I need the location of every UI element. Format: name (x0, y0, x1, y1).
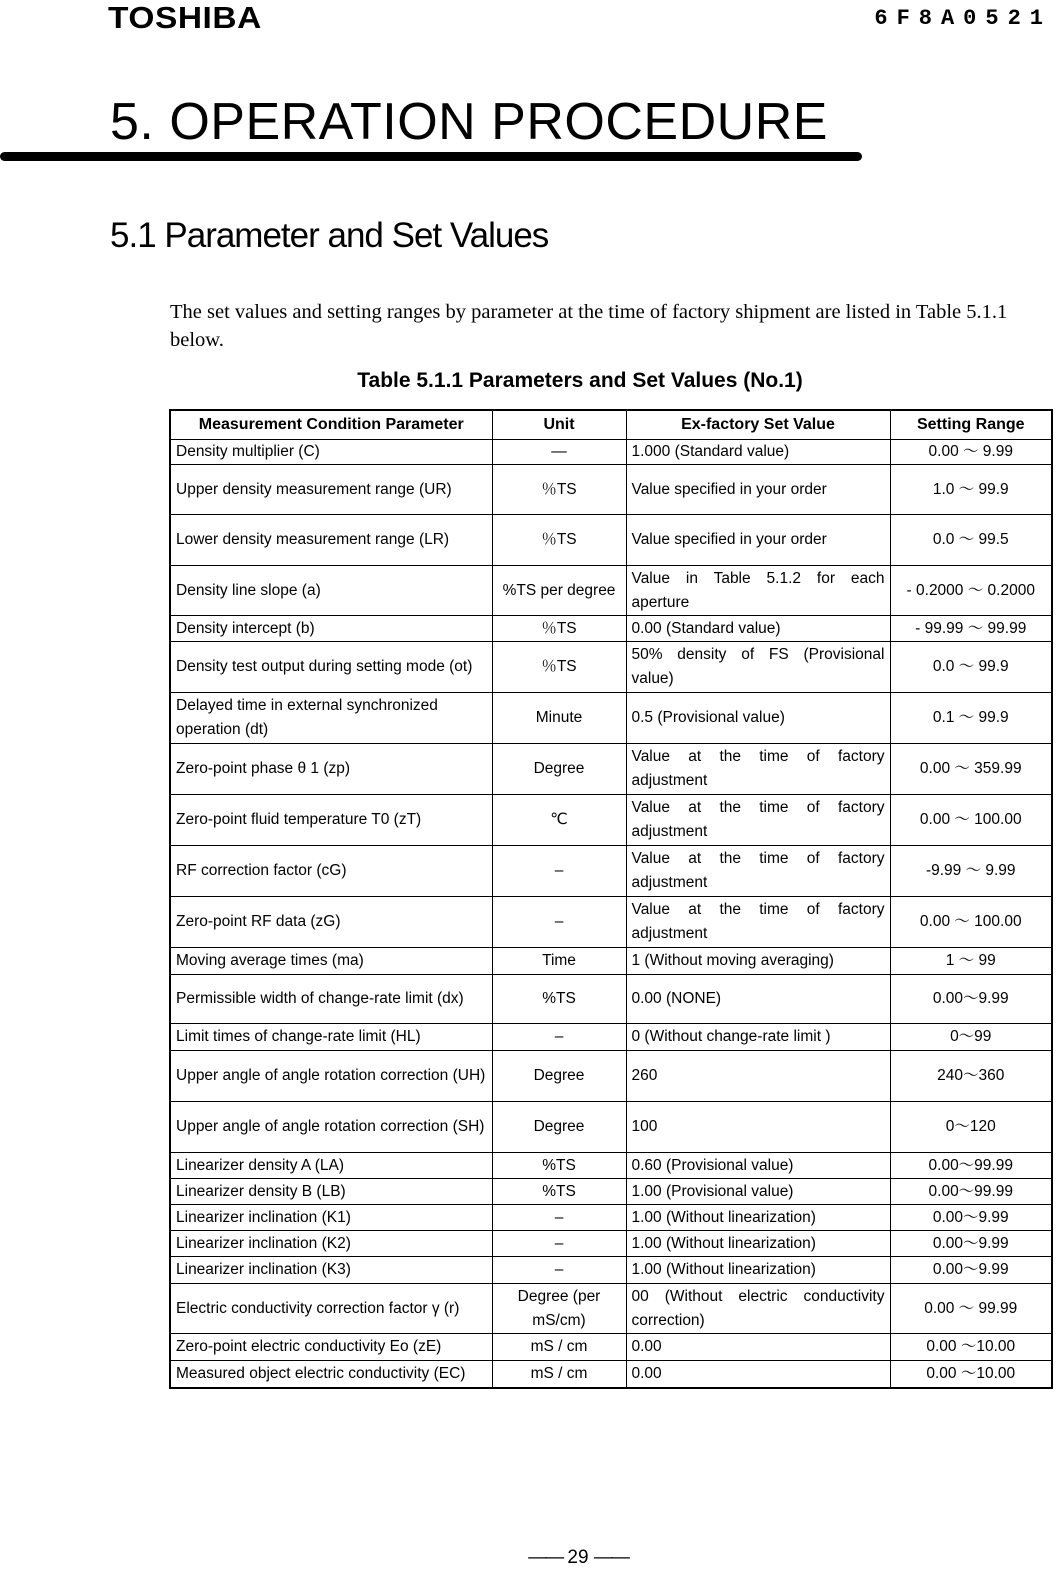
cell-value: Value specified in your order (626, 465, 890, 515)
section-title: 5.1 Parameter and Set Values (110, 216, 549, 255)
table-row (170, 846, 1052, 897)
cell-parameter: Delayed time in external synchronized operation (dt) (170, 693, 492, 744)
cell-parameter: Density intercept (b) (170, 616, 492, 642)
table-body (170, 440, 1052, 1388)
cell-parameter: Limit times of change-rate limit (HL) (170, 1024, 492, 1051)
cell-parameter: Zero-point electric conductivity Eo (zE) (170, 1334, 492, 1361)
table-row (170, 744, 1052, 795)
cell-value: 100 (626, 1102, 890, 1153)
cell-value: 0 (Without change-rate limit ) (626, 1024, 890, 1051)
chapter-underline (0, 152, 862, 161)
cell-value: 0.00 (Standard value) (626, 616, 890, 642)
column-header-parameter: Measurement Condition Parameter (170, 410, 492, 440)
cell-range: 0.0 ～ 99.9 (890, 642, 1052, 693)
cell-range: 0.00～9.99 (890, 1231, 1052, 1257)
cell-range: 240～360 (890, 1051, 1052, 1102)
cell-value: Value at the time of factory adjustment (626, 795, 890, 846)
cell-value: 0.00 (NONE) (626, 975, 890, 1024)
table-row (170, 897, 1052, 948)
cell-range: - 99.99 ～ 99.99 (890, 616, 1052, 642)
cell-value: Value at the time of factory adjustment (626, 897, 890, 948)
cell-unit: Degree (492, 1102, 626, 1153)
page-number: 29 (567, 1547, 589, 1568)
cell-value: Value specified in your order (626, 515, 890, 566)
cell-range: 0.00 ～ 9.99 (890, 440, 1052, 465)
cell-range: 1 ～ 99 (890, 948, 1052, 975)
table-row (170, 566, 1052, 616)
cell-range: 0～99 (890, 1024, 1052, 1051)
column-header-value: Ex-factory Set Value (626, 410, 890, 440)
cell-parameter: Linearizer inclination (K1) (170, 1205, 492, 1231)
cell-parameter: Linearizer inclination (K3) (170, 1257, 492, 1284)
cell-parameter: Density test output during setting mode (ot) (170, 642, 492, 693)
cell-value: Value in Table 5.1.2 for each aperture (626, 566, 890, 616)
cell-value: 1.00 (Without linearization) (626, 1205, 890, 1231)
column-header-unit: Unit (492, 410, 626, 440)
cell-parameter: Density multiplier (C) (170, 440, 492, 465)
cell-unit: – (492, 1024, 626, 1051)
table-row (170, 693, 1052, 744)
footer-dash-left: —— (528, 1547, 563, 1568)
cell-value: 1.000 (Standard value) (626, 440, 890, 465)
cell-range: -9.99 ～ 9.99 (890, 846, 1052, 897)
page-footer (0, 1547, 1056, 1569)
cell-unit: Degree (492, 1051, 626, 1102)
table-row (170, 1153, 1052, 1179)
cell-range: 0.00 ～10.00 (890, 1361, 1052, 1388)
column-header-range: Setting Range (890, 410, 1052, 440)
table-row (170, 642, 1052, 693)
cell-unit: ％TS (492, 465, 626, 515)
cell-value: 50% density of FS (Provisional value) (626, 642, 890, 693)
cell-unit: – (492, 897, 626, 948)
table-row (170, 1102, 1052, 1153)
cell-unit: ％TS (492, 616, 626, 642)
cell-parameter: RF correction factor (cG) (170, 846, 492, 897)
cell-range: 0.00 ～ 100.00 (890, 897, 1052, 948)
document-number: 6F8A0521 (874, 6, 1052, 31)
table-row (170, 1361, 1052, 1388)
cell-parameter: Measured object electric conductivity (EC) (170, 1361, 492, 1388)
cell-value: 1.00 (Without linearization) (626, 1257, 890, 1284)
cell-parameter: Upper angle of angle rotation correction (UH) (170, 1051, 492, 1102)
cell-range: 0～120 (890, 1102, 1052, 1153)
cell-parameter: Linearizer density A (LA) (170, 1153, 492, 1179)
table-row (170, 465, 1052, 515)
cell-unit: mS / cm (492, 1334, 626, 1361)
cell-value: 1 (Without moving averaging) (626, 948, 890, 975)
cell-parameter: Upper density measurement range (UR) (170, 465, 492, 515)
cell-parameter: Electric conductivity correction factor γ (r) (170, 1284, 492, 1334)
cell-value: 0.00 (626, 1361, 890, 1388)
cell-unit: %TS (492, 1153, 626, 1179)
cell-parameter: Lower density measurement range (LR) (170, 515, 492, 566)
cell-range: 0.00～99.99 (890, 1179, 1052, 1205)
cell-range: 1.0 ～ 99.9 (890, 465, 1052, 515)
cell-unit: %TS (492, 975, 626, 1024)
table-row (170, 1179, 1052, 1205)
cell-unit: ％TS (492, 515, 626, 566)
cell-range: 0.00～9.99 (890, 1257, 1052, 1284)
cell-range: 0.00 ～ 359.99 (890, 744, 1052, 795)
table-header-row (170, 410, 1052, 440)
chapter-title: 5. OPERATION PROCEDURE (110, 93, 828, 151)
cell-unit: – (492, 846, 626, 897)
cell-parameter: Density line slope (a) (170, 566, 492, 616)
cell-range: 0.00～9.99 (890, 1205, 1052, 1231)
cell-value: 00 (Without electric conductivity correction) (626, 1284, 890, 1334)
toshiba-logo: TOSHIBA (108, 0, 262, 35)
cell-unit: ℃ (492, 795, 626, 846)
cell-unit: — (492, 440, 626, 465)
parameters-table (169, 409, 1053, 1389)
table-row (170, 975, 1052, 1024)
cell-range: 0.00 ～ 99.99 (890, 1284, 1052, 1334)
cell-value: 0.5 (Provisional value) (626, 693, 890, 744)
cell-unit: ％TS (492, 642, 626, 693)
cell-range: 0.00 ～ 100.00 (890, 795, 1052, 846)
cell-parameter: Moving average times (ma) (170, 948, 492, 975)
cell-range: 0.1 ～ 99.9 (890, 693, 1052, 744)
cell-unit: – (492, 1257, 626, 1284)
cell-unit: Degree (492, 744, 626, 795)
table-row (170, 795, 1052, 846)
table-row (170, 1257, 1052, 1284)
cell-unit: %TS (492, 1179, 626, 1205)
cell-parameter: Zero-point fluid temperature T0 (zT) (170, 795, 492, 846)
table-row (170, 1231, 1052, 1257)
cell-unit: mS / cm (492, 1361, 626, 1388)
footer-dash-right: —— (593, 1547, 628, 1568)
table-row (170, 616, 1052, 642)
cell-unit: Minute (492, 693, 626, 744)
cell-range: 0.0 ～ 99.5 (890, 515, 1052, 566)
cell-range: - 0.2000 ～ 0.2000 (890, 566, 1052, 616)
table-row (170, 1284, 1052, 1334)
cell-unit: – (492, 1205, 626, 1231)
table-caption: Table 5.1.1 Parameters and Set Values (No.1) (357, 369, 803, 392)
cell-range: 0.00～9.99 (890, 975, 1052, 1024)
cell-parameter: Zero-point phase θ 1 (zp) (170, 744, 492, 795)
cell-unit: Time (492, 948, 626, 975)
cell-unit: %TS per degree (492, 566, 626, 616)
cell-value: 1.00 (Without linearization) (626, 1231, 890, 1257)
table-row (170, 948, 1052, 975)
table-row (170, 440, 1052, 465)
cell-parameter: Upper angle of angle rotation correction (SH) (170, 1102, 492, 1153)
cell-parameter: Linearizer density B (LB) (170, 1179, 492, 1205)
cell-value: 0.60 (Provisional value) (626, 1153, 890, 1179)
table-row (170, 1334, 1052, 1361)
cell-value: 1.00 (Provisional value) (626, 1179, 890, 1205)
cell-unit: Degree (per mS/cm) (492, 1284, 626, 1334)
intro-paragraph: The set values and setting ranges by parameter at the time of factory shipment are listed in Table 5.1.1 below. (170, 301, 1008, 351)
table-row (170, 515, 1052, 566)
cell-value: Value at the time of factory adjustment (626, 744, 890, 795)
cell-parameter: Linearizer inclination (K2) (170, 1231, 492, 1257)
cell-value: Value at the time of factory adjustment (626, 846, 890, 897)
cell-parameter: Permissible width of change-rate limit (dx) (170, 975, 492, 1024)
cell-value: 260 (626, 1051, 890, 1102)
cell-range: 0.00 ～10.00 (890, 1334, 1052, 1361)
cell-parameter: Zero-point RF data (zG) (170, 897, 492, 948)
cell-range: 0.00～99.99 (890, 1153, 1052, 1179)
cell-value: 0.00 (626, 1334, 890, 1361)
table-row (170, 1024, 1052, 1051)
table-row (170, 1205, 1052, 1231)
table-row (170, 1051, 1052, 1102)
cell-unit: – (492, 1231, 626, 1257)
